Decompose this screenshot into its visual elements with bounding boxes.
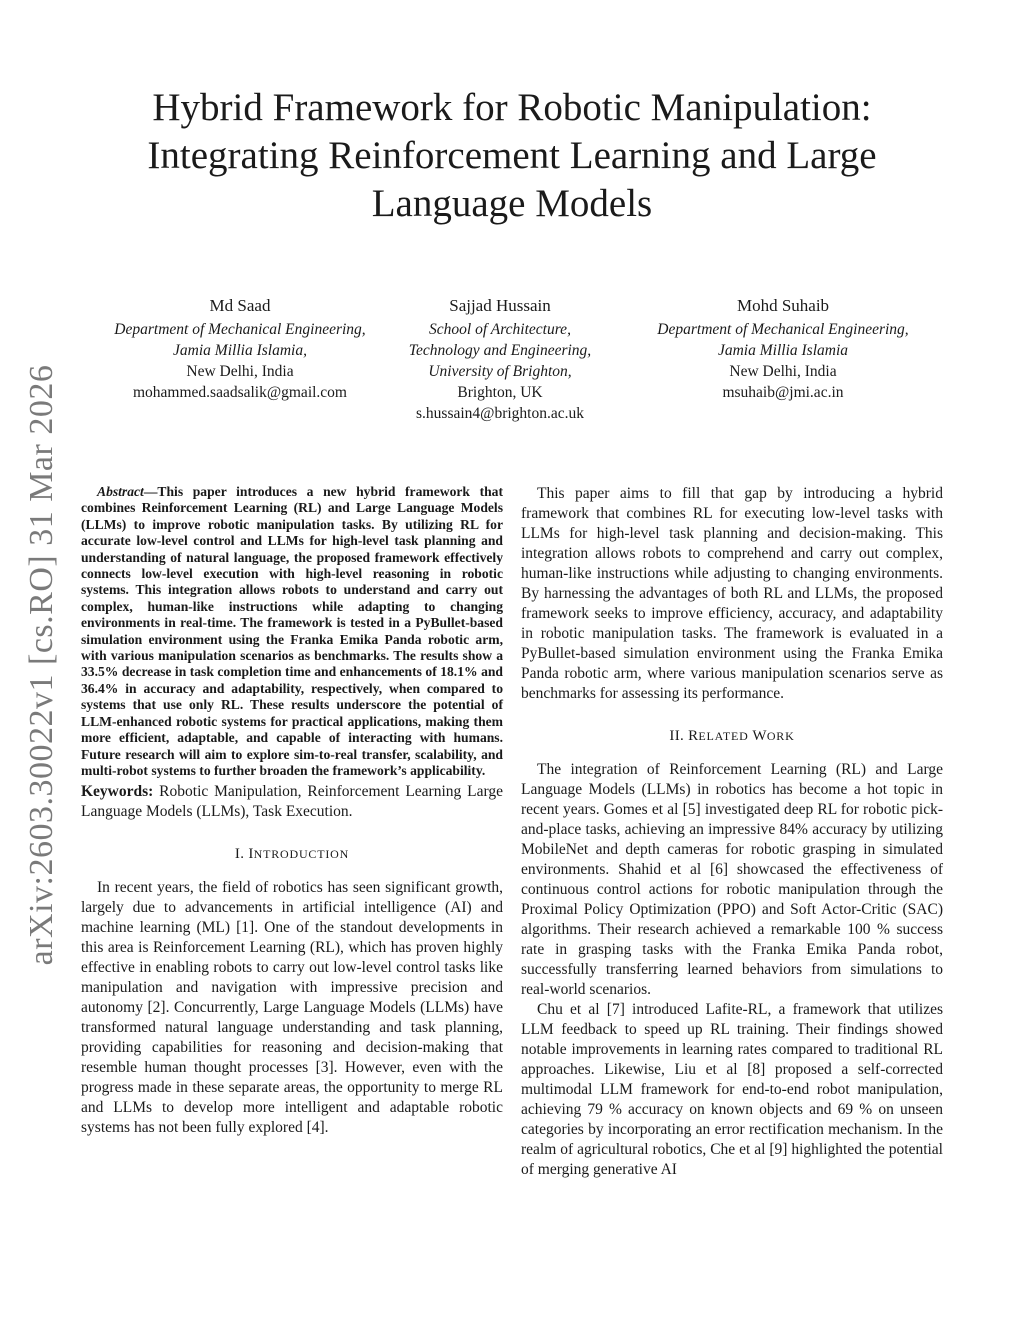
keywords-label: Keywords: [81,783,154,801]
author-name: Sajjad Hussain [449,296,551,315]
abstract [81,484,503,779]
author-affiliation: Jamia Millia Islamia, [173,342,307,359]
right-column [521,484,943,1180]
abstract-label: Abstract [97,484,144,499]
section-heading-related-work: II. RELATED WORK [669,728,795,744]
author-name: Md Saad [209,296,271,315]
author-block-2 [362,294,638,424]
keywords-text: Robotic Manipulation, Reinforcement Learning Large Language Models (LLMs), Task Execution. [81,783,503,821]
title-line-1: Hybrid Framework for Robotic Manipulation: [152,86,872,129]
section-heading-introduction: I. INTRODUCTION [234,846,350,863]
author-name: Mohd Suhaib [736,296,830,315]
author-affiliation: Technology and Engineering, [408,342,592,359]
author-location: Brighton, UK [457,384,543,401]
author-email: s.hussain4@brighton.ac.uk [416,405,584,422]
author-affiliation: University of Brighton, [428,363,572,380]
left-column [81,484,503,1138]
author-location: New Delhi, India [186,363,294,380]
related-paragraph-2: Chu et al [7] introduced Lafite-RL, a framework that utilizes LLM feedback to speed up RL training. Their findings showed notable improvements in learning rates compared to traditional RL approaches. Likewise, Liu et al [8] proposed a self-corrected multimodal LLM framework for end-to-end robot manipulation, achieving 79 % accuracy on known objects and 69 % on unseen categories by incorporating an error rectification mechanism. In the realm of agricultural robotics, Che et al [9] highlighted the potential of merging generative AI [521,1001,943,1178]
abstract-text: —This paper introduces a new hybrid framework that combines Reinforcement Learning (RL) and Large Language Models (LLMs) to improve robotic manipulation tasks. By utilizing RL for accurate low-level control and LLMs for high-level task planning and understanding of natural language, the proposed framework effectively connects low-level execution with high-level reasoning in robotic systems. This integration allows robots to understand and carry out complex, human-like instructions while adapting to changing environments in real-time. The framework is tested in a PyBullet-based simulation environment using the Franka Emika Panda robotic arm, with various manipulation scenarios as benchmarks. The results show a 33.5% decrease in task completion time and enhancements of 18.1% and 36.4% in accuracy and adaptability, respectively, when compared to systems that use only RL. These results underscore the potential of LLM-enhanced robotic systems for practical applications, making them more efficient, adaptable, and capable of interacting with humans. Future research will aim to explore sim-to-real transfer, scalability, and multi-robot systems to further broaden the framework’s applicability. [81,484,503,778]
author-block-3 [630,294,936,403]
author-location: New Delhi, India [729,363,837,380]
title-line-3: Language Models [371,182,653,225]
arxiv-sidebar [12,365,72,965]
author-affiliation: School of Architecture, [429,321,571,338]
author-block-1 [90,294,390,403]
title-line-2: Integrating Reinforcement Learning and Large [147,134,877,177]
related-paragraph-1: The integration of Reinforcement Learning (RL) and Large Language Models (LLMs) in robotics has become a hot topic in recent years. Gomes et al [5] investigated deep RL for robotic pick-and-place tasks, achieving an impressive 84% accuracy by utilizing MobileNet and depth cameras for robotic grasping in simulated environments. Shahid et al [6] showcased the effectiveness of continuous control actions for robotic manipulation through the Proximal Policy Optimization (PPO) and Soft Actor-Critic (SAC) algorithms. Their research achieved a remarkable 100 % success rate in grasping tasks with the Franka Emika Panda robot, successfully transferring learned behaviors from simulations to real-world scenarios. [521,761,943,998]
author-affiliation: Jamia Millia Islamia [717,342,849,359]
author-affiliation: Department of Mechanical Engineering, [657,321,909,338]
keywords [81,782,503,822]
intro-paragraph-1: In recent years, the field of robotics has seen significant growth, largely due to advancements in artificial intelligence (AI) and machine learning (ML) [1]. One of the standout developments in this area is Reinforcement Learning (RL), which has proven highly effective in enabling robots to carry out low-level control tasks like manipulation and navigation with impressive precision and autonomy [2]. Concurrently, Large Language Models (LLMs) have transformed natural language understanding and task planning, providing capabilities for reasoning and decision-making that resemble human thought processes [3]. However, even with the progress made in these separate areas, the opportunity to merge RL and LLMs to develop more intelligent and adaptable robotic systems has not been fully explored [4]. [81,879,503,1137]
intro-paragraph-2: This paper aims to fill that gap by introducing a hybrid framework that combines RL for executing low-level tasks with LLMs for high-level task planning and decision-making. This integration allows robots to comprehend and carry out complex, human-like instructions while adjusting to changing environments. By harnessing the advantages of both RL and LLMs, the proposed framework seeks to improve efficiency, accuracy, and adaptability in robotic manipulation tasks. The framework is evaluated in a PyBullet-based simulation environment using the Franka Emika Panda robotic arm, where various manipulation scenarios serve as benchmarks for assessing its performance. [521,485,943,702]
paper-title [110,84,914,228]
author-affiliation: Department of Mechanical Engineering, [114,321,366,338]
author-email: mohammed.saadsalik@gmail.com [132,384,347,401]
author-email: msuhaib@jmi.ac.in [722,384,844,401]
arxiv-identifier: arXiv:2603.30022v1 [cs.RO] 31 Mar 2026 [23,364,60,966]
